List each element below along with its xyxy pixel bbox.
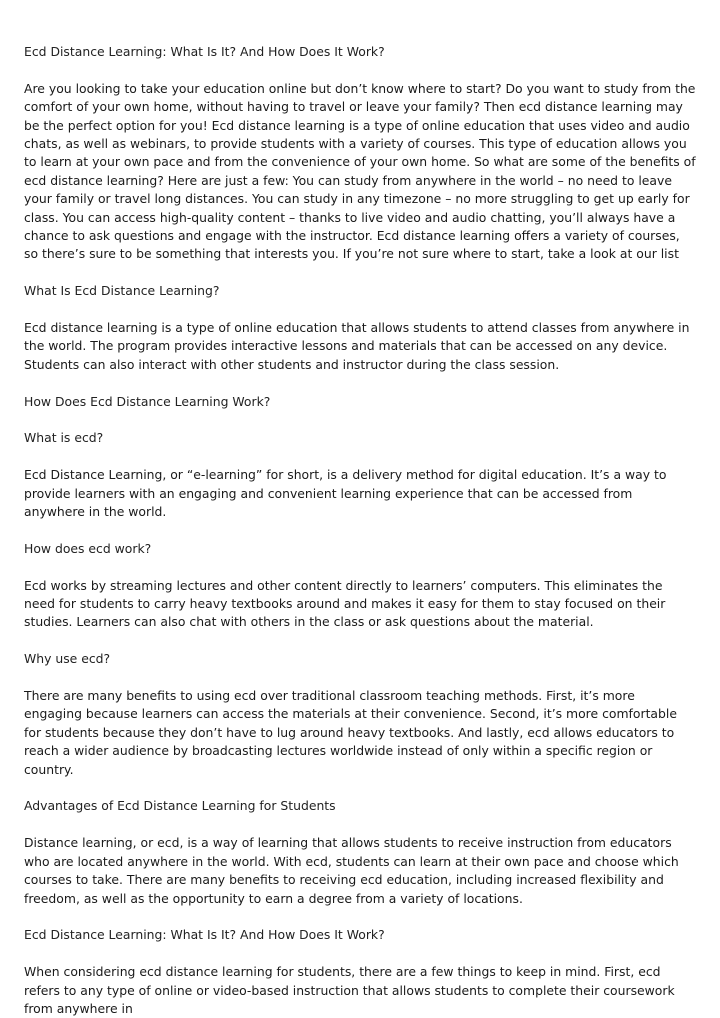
paragraph: There are many benefits to using ecd over traditional classroom teaching methods. First, it’s more engaging because learners can access the materials at their convenience. Second, it’s more comfortable for students because they don’t have to lug around heavy textbooks. And lastly, ecd allows educators to reach a wider audience by broadcasting lectures worldwide instead of only within a specific region or country. (24, 688, 677, 777)
section-heading: Why use ecd? (24, 651, 111, 667)
document-page (24, 43, 696, 1018)
section-heading: Ecd Distance Learning: What Is It? And How Does It Work? (24, 44, 385, 59)
section-heading: Ecd Distance Learning: What Is It? And How Does It Work? (24, 927, 385, 943)
section-heading: How does ecd work? (24, 540, 152, 556)
section-heading: Advantages of Ecd Distance Learning for Students (24, 798, 336, 814)
paragraph: Ecd Distance Learning, or “e-learning” for short, is a delivery method for digital education. It’s a way to provide learners with an engaging and convenient learning experience that can be accessed from anywhere in the world. (24, 467, 667, 520)
paragraph: When considering ecd distance learning for students, there are a few things to keep in mind. First, ecd refers to any type of online or video-based instruction that allows students to complete their coursework from anywhere in (24, 964, 675, 1016)
section-heading: What is ecd? (24, 430, 104, 446)
paragraph: Ecd distance learning is a type of online education that allows students to attend classes from anywhere in the world. The program provides interactive lessons and materials that can be accessed on any device. Students can also interact with other students and instructor during the class session. (24, 320, 690, 372)
paragraph: Are you looking to take your education online but don’t know where to start? Do you want to study from the comfort of your own home, without having to travel or leave your family? Then ecd distance learning may be the perfect option for you! Ecd distance learning is a type of online education that uses video and audio chats, as well as webinars, to provide students with a variety of courses. This type of education allows you to learn at your own pace and from the convenience of your own home. So what are some of the benefits of ecd distance learning? Here are just a few: You can study from anywhere in the world – no need to leave your family or travel long distances. You can study in any timezone – no more struggling to get up early for class. You can access high-quality content – thanks to live video and audio chatting, you’ll always have a chance to ask questions and engage with the instructor. Ecd distance learning offers a variety of courses, so there’s sure to be something that interests you. If you’re not sure where to start, take a look at our list (24, 80, 696, 262)
section-heading: How Does Ecd Distance Learning Work? (24, 393, 271, 409)
paragraph: Ecd works by streaming lectures and other content directly to learners’ computers. This eliminates the need for students to carry heavy textbooks around and makes it easy for them to stay focused on their studies. Learners can also chat with others in the class or ask questions about the material. (24, 577, 666, 630)
paragraph: Distance learning, or ecd, is a way of learning that allows students to receive instruction from educators who are located anywhere in the world. With ecd, students can learn at their own pace and choose which courses to take. There are many benefits to receiving ecd education, including increased flexibility and freedom, as well as the opportunity to earn a degree from a variety of locations. (24, 835, 679, 906)
section-heading: What Is Ecd Distance Learning? (24, 283, 220, 299)
